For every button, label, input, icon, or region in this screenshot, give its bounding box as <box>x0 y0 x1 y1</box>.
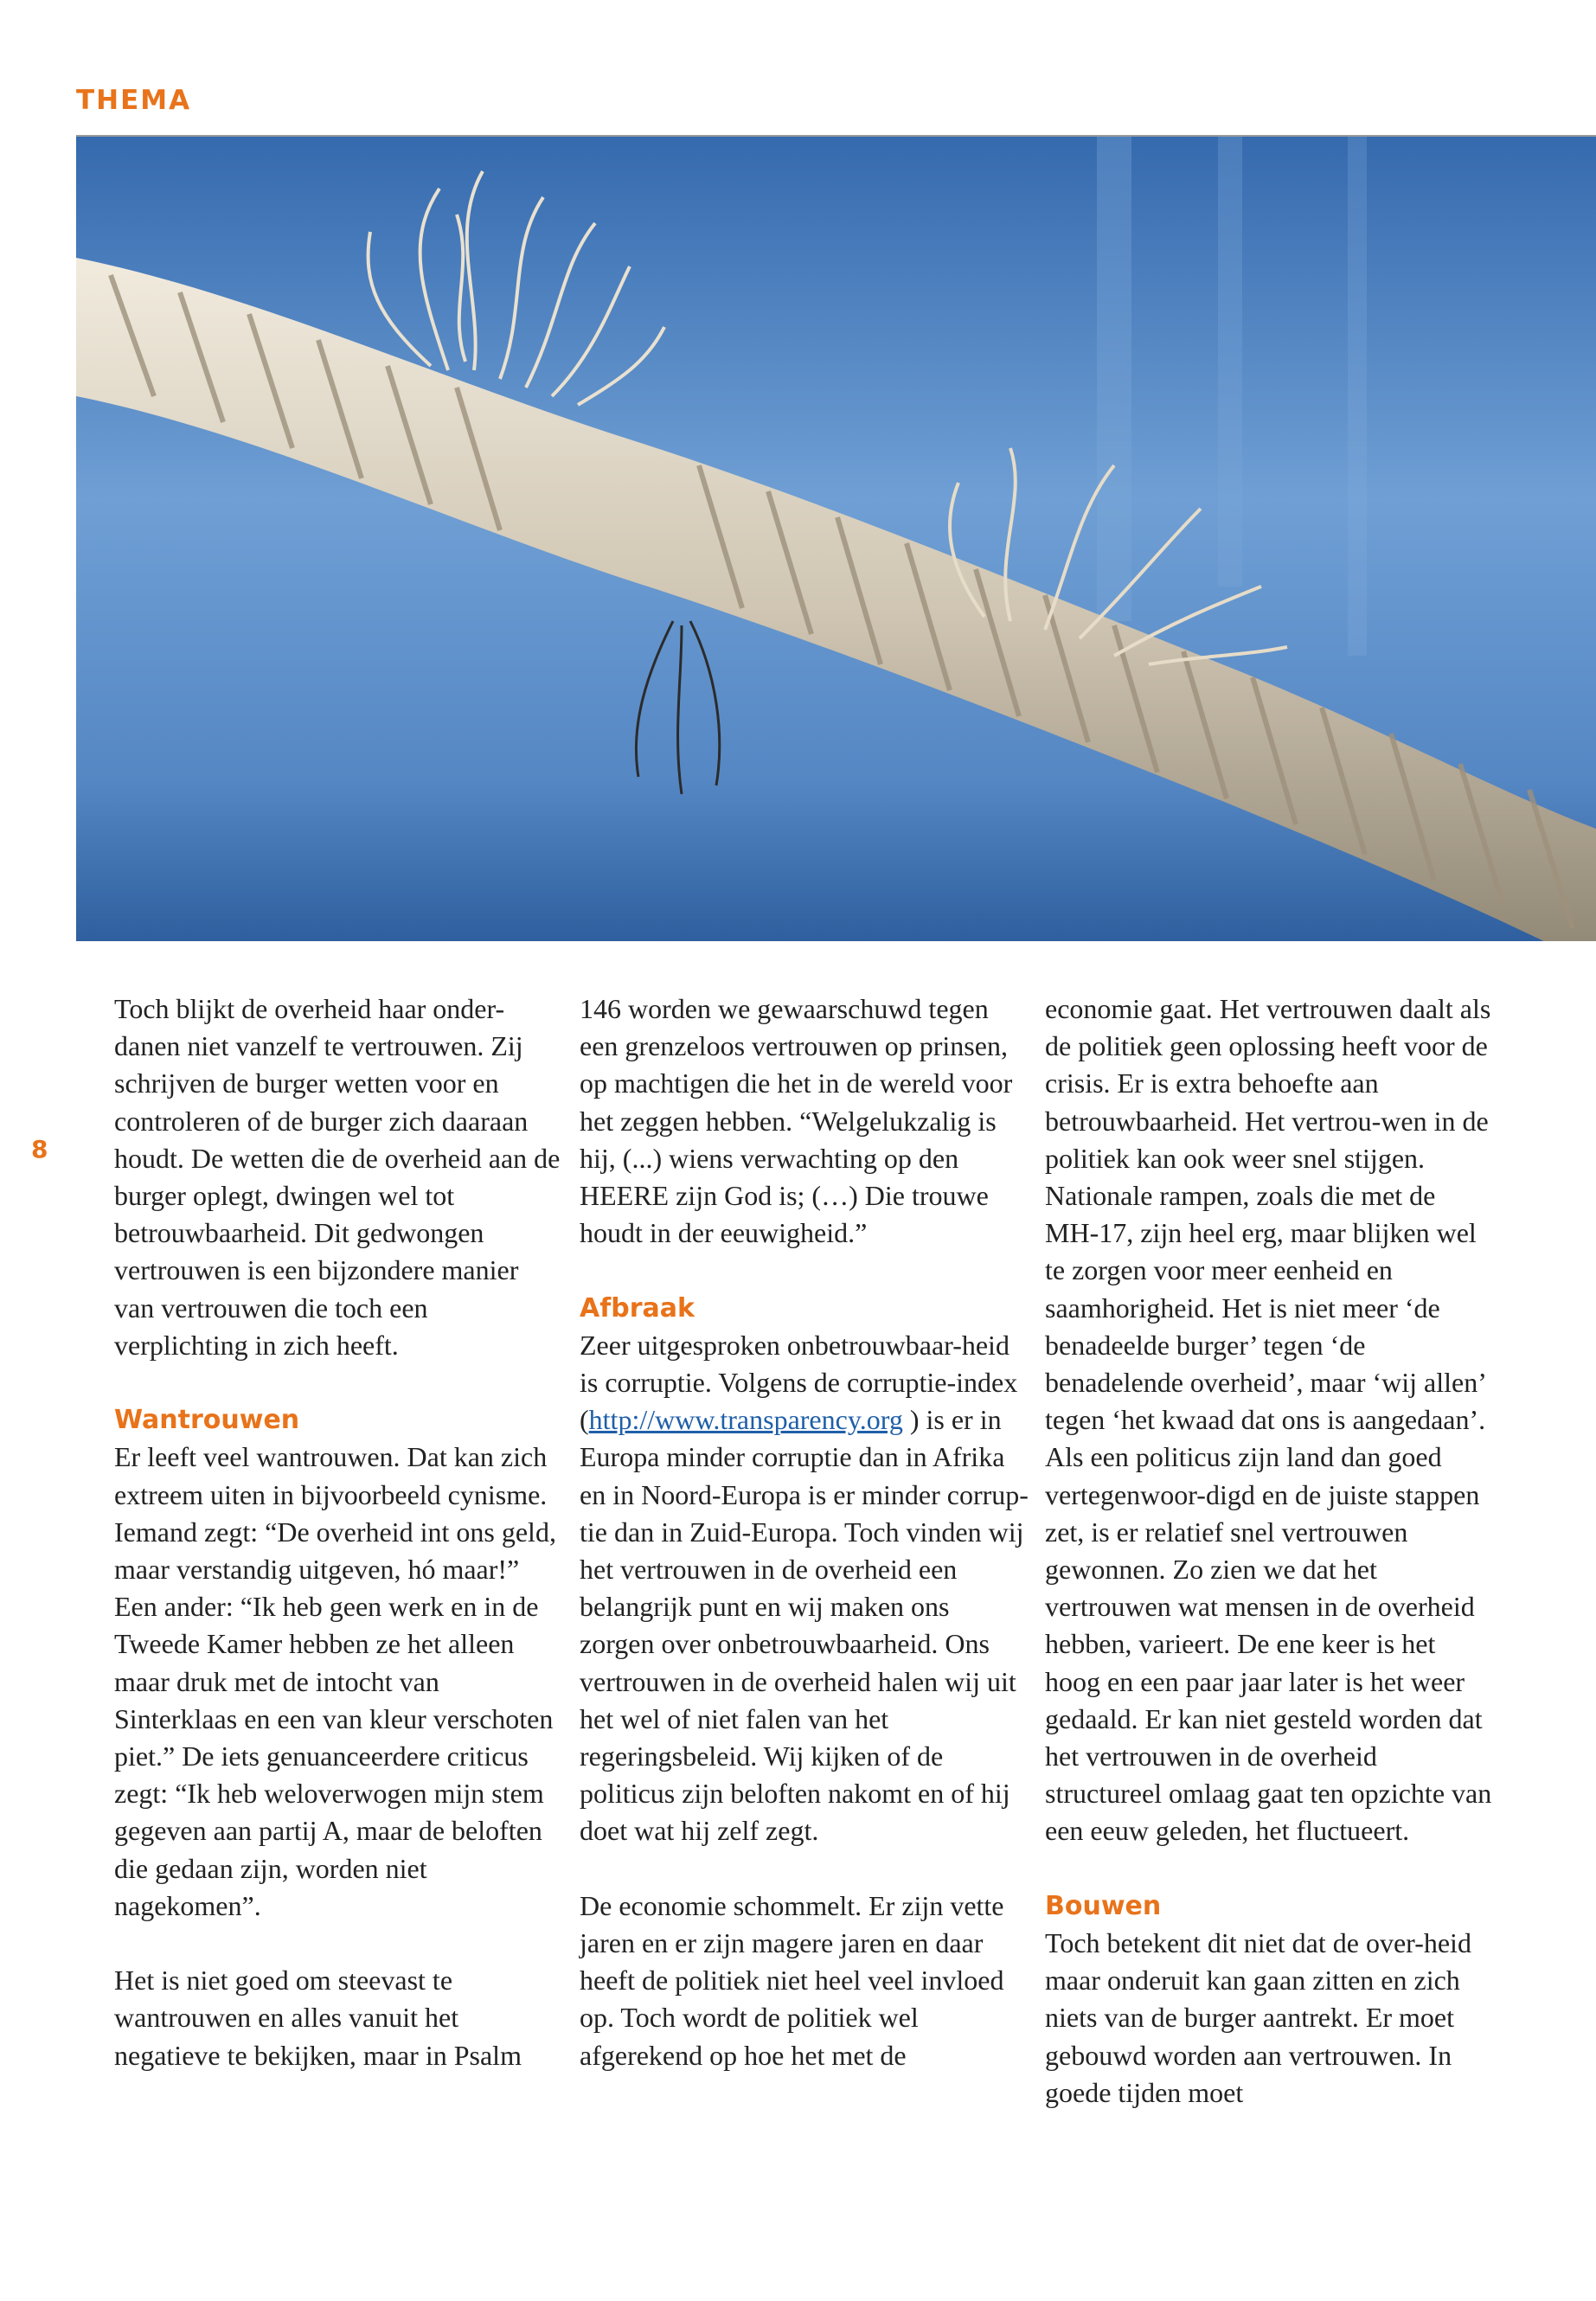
text-column-2 <box>580 990 1029 2074</box>
paragraph: De economie schommelt. Er zijn vette jaren en er zijn magere jaren en daar heeft de politiek niet heel veel invloed op. Toch wordt de politiek wel afgerekend op hoe het met de <box>580 1889 1004 2071</box>
frayed-rope-photo <box>76 137 1596 941</box>
section-label: THEMA <box>76 85 192 116</box>
subheading-wantrouwen: Wantrouwen <box>114 1405 300 1436</box>
subheading-afbraak: Afbraak <box>580 1292 695 1324</box>
text-span: Zeer uitgesproken onbetrouwbaar-heid is corruptie. Volgens de corruptie-index ( <box>580 1329 1018 1436</box>
text-column-3 <box>1045 990 1495 2112</box>
text-column-1 <box>114 990 564 2074</box>
paragraph: Toch betekent dit niet dat de over-heid maar onderuit kan gaan zitten en zich niets van de burger aantrekt. Er moet gebouwd worden aan vertrouwen. In goede tijden moet <box>1045 1927 1471 2108</box>
paragraph <box>580 1327 1029 1850</box>
paragraph: Het is niet goed om steevast te wantrouwen en alles vanuit het negatieve te bekijken, maar in Psalm <box>114 1965 522 2071</box>
paragraph: economie gaat. Het vertrouwen daalt als de politiek geen oplossing heeft voor de crisis. Er is extra behoefte aan betrouwbaarheid. Het vertrou-wen in de politiek kan ook weer snel stijgen. Nationale rampen, zoals die met de MH-17, zijn heel erg, maar blijken wel te zorgen voor meer eenheid en saamhorigheid. Het is niet meer ‘de benadeelde burger’ tegen ‘de benadelende overheid’, maar ‘wij allen’ tegen ‘het kwaad dat ons is aangedaan’. Als een politicus zijn land dan goed vertegenwoor-digd en de juiste stappen zet, is er relatief snel vertrouwen gewonnen. Zo zien we dat het vertrouwen wat mensen in de overheid hebben, varieert. De ene keer is het hoog en een paar jaar later is het weer gedaald. Er kan niet gesteld worden dat het vertrouwen in de overheid structureel omlaag gaat ten opzichte van een eeuw geleden, het fluctueert. <box>1045 993 1492 1847</box>
text-span: ) is er in Europa minder corruptie dan in Afrika en in Noord-Europa is er minder corrup-tie dan in Zuid-Europa. Toch vinden wij het vertrouwen in de overheid een belangrijk punt en wij maken ons zorgen over onbetrouwbaarheid. Ons vertrouwen in de overheid halen wij uit het wel of niet falen van het regeringsbeleid. Wij kijken of de politicus zijn beloften nakomt en of hij doet wat hij zelf zegt. <box>580 1404 1029 1847</box>
page-number: 8 <box>31 1135 48 1163</box>
paragraph: Er leeft veel wantrouwen. Dat kan zich extreem uiten in bijvoorbeeld cynisme. Iemand zegt: “De overheid int ons geld, maar verstandig uitgeven, hó maar!” Een ander: “Ik heb geen werk en in de Tweede Kamer hebben ze het alleen maar druk met de intocht van Sinterklaas en een van kleur verschoten piet.” De iets genuanceerdere criticus zegt: “Ik heb weloverwogen mijn stem gegeven aan partij A, maar de beloften die gedaan zijn, worden niet nagekomen”. <box>114 1441 556 1921</box>
subheading-bouwen: Bouwen <box>1045 1890 1162 1921</box>
paragraph: Toch blijkt de overheid haar onder-danen niet vanzelf te vertrouwen. Zij schrijven de burger wetten voor en controleren of de burger zich daaraan houdt. De wetten die de overheid aan de burger oplegt, dwingen wel tot betrouwbaarheid. Dit gedwongen vertrouwen is een bijzondere manier van vertrouwen die toch een verplichting in zich heeft. <box>114 993 561 1361</box>
paragraph: 146 worden we gewaarschuwd tegen een grenzeloos vertrouwen op prinsen, op machtigen die het in de wereld voor het zeggen hebben. “Welgelukzalig is hij, (...) wiens verwachting op den HEERE zijn God is; (…) Die trouwe houdt in der eeuwigheid.” <box>580 993 1013 1249</box>
transparency-link[interactable]: http://www.transparency.org <box>588 1404 903 1436</box>
